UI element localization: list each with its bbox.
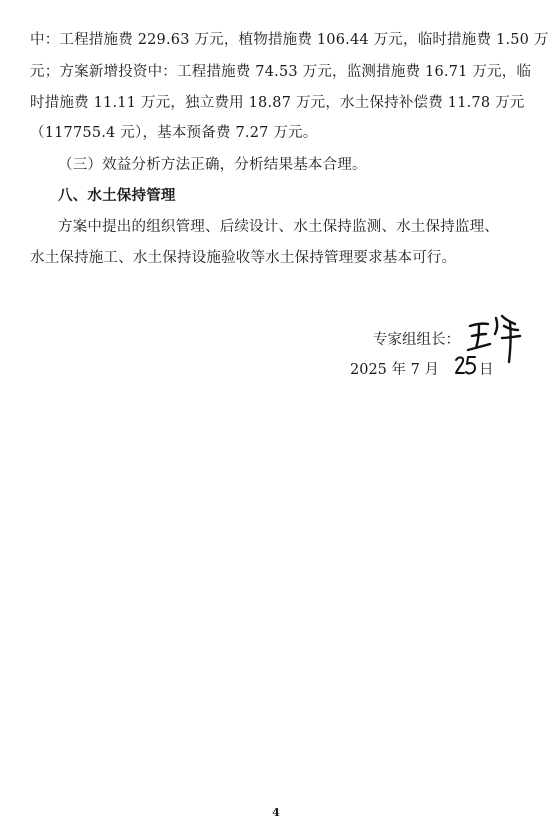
date-suffix: 日 <box>479 362 494 378</box>
handwritten-day <box>454 354 480 378</box>
signature-date <box>350 360 439 380</box>
efficiency-paragraph: （三）效益分析方法正确，分析结果基本合理。 <box>58 157 367 173</box>
management-line-1: 方案中提出的组织管理、后续设计、水土保持监测、水土保持监理、 <box>58 219 499 235</box>
body-line-1: 中：工程措施费 229.63 万元，植物措施费 106.44 万元，临时措施费 1.50 万 <box>30 32 549 48</box>
body-line-4: （117755.4 元），基本预备费 7.27 万元。 <box>30 125 318 141</box>
body-line-2: 元；方案新增投资中：工程措施费 74.53 万元，监测措施费 16.71 万元，临 <box>30 64 532 80</box>
management-line-2: 水土保持施工、水土保持设施验收等水土保持管理要求基本可行。 <box>30 250 457 266</box>
signature-label: 专家组组长： <box>373 332 460 348</box>
section-heading: 八、水土保持管理 <box>58 187 176 204</box>
page-number: 4 <box>272 806 280 819</box>
body-line-3: 时措施费 11.11 万元，独立费用 18.87 万元，水土保持补偿费 11.78 万元 <box>30 95 525 111</box>
date-prefix: 2025 年 7 月 <box>350 362 439 378</box>
